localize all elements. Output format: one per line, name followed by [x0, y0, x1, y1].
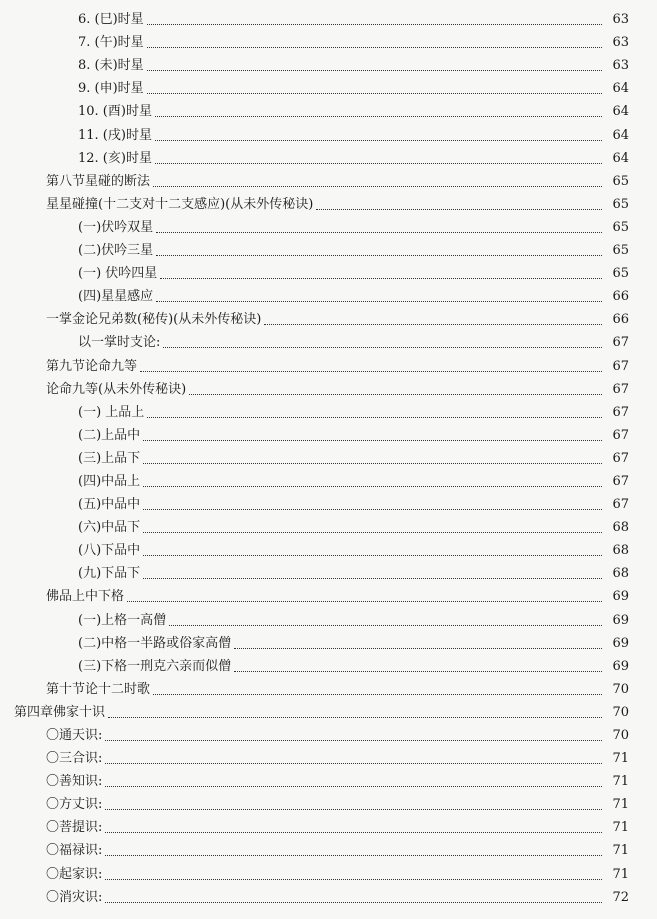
dot-leader: [105, 763, 602, 764]
toc-entry-page-number: 65: [612, 219, 629, 235]
toc-entry[interactable]: [0, 77, 657, 100]
toc-entry-title: 第十节论十二时歌: [46, 681, 151, 697]
dot-leader: [147, 417, 602, 418]
toc-entry-page-number: 71: [612, 751, 629, 767]
toc-entry[interactable]: [0, 100, 657, 123]
toc-entry[interactable]: [0, 123, 657, 146]
toc-entry-page-number: 67: [612, 404, 629, 420]
table-of-contents: [0, 8, 657, 909]
toc-entry-page-number: 67: [612, 450, 629, 466]
dot-leader: [189, 394, 602, 395]
dot-leader: [147, 24, 602, 25]
toc-entry[interactable]: [0, 193, 657, 216]
toc-entry-title: 第四章佛家十识: [14, 704, 106, 720]
toc-entry-page-number: 65: [612, 266, 629, 282]
toc-entry-page-number: 66: [612, 312, 629, 328]
toc-entry[interactable]: [0, 239, 657, 262]
toc-entry-page-number: 67: [612, 473, 629, 489]
toc-entry[interactable]: [0, 262, 657, 285]
toc-entry[interactable]: [0, 170, 657, 193]
toc-entry[interactable]: [0, 424, 657, 447]
dot-leader: [143, 440, 602, 441]
toc-entry-title: 8. (未)时星: [78, 58, 144, 74]
toc-entry[interactable]: [0, 493, 657, 516]
dot-leader: [163, 347, 602, 348]
toc-entry-title: (四)中品上: [78, 473, 141, 489]
toc-entry-page-number: 67: [612, 381, 629, 397]
dot-leader: [143, 486, 602, 487]
dot-leader: [127, 601, 602, 602]
dot-leader: [105, 855, 602, 856]
toc-entry-title: (一)上格一高僧: [78, 612, 167, 628]
toc-entry-title: 10. (酉)时星: [78, 104, 152, 120]
dot-leader: [143, 509, 602, 510]
toc-entry[interactable]: [0, 770, 657, 793]
toc-entry[interactable]: [0, 632, 657, 655]
toc-entry-page-number: 68: [612, 543, 629, 559]
toc-entry-title: (三)下格一刑克六亲而似僧: [78, 658, 232, 674]
toc-entry-title: 〇方丈识:: [46, 797, 103, 813]
toc-entry[interactable]: [0, 354, 657, 377]
toc-entry-title: 第九节论命九等: [46, 358, 138, 374]
dot-leader: [155, 116, 602, 117]
toc-entry-page-number: 66: [612, 289, 629, 305]
toc-entry-page-number: 71: [612, 797, 629, 813]
toc-entry-title: 11. (戌)时星: [78, 127, 152, 143]
dot-leader: [105, 786, 602, 787]
toc-entry-page-number: 69: [612, 589, 629, 605]
dot-leader: [156, 301, 602, 302]
dot-leader: [234, 648, 602, 649]
toc-entry-title: (三)上品下: [78, 450, 141, 466]
toc-entry[interactable]: [0, 539, 657, 562]
toc-entry-title: (四)星星感应: [78, 289, 154, 305]
toc-entry[interactable]: [0, 216, 657, 239]
toc-entry[interactable]: [0, 678, 657, 701]
toc-entry-title: (二)伏吟三星: [78, 243, 154, 259]
toc-entry-page-number: 70: [612, 681, 629, 697]
dot-leader: [155, 140, 602, 141]
toc-entry-page-number: 63: [612, 58, 629, 74]
toc-entry-page-number: 69: [612, 658, 629, 674]
dot-leader: [264, 324, 602, 325]
toc-entry-title: 9. (申)时星: [78, 81, 144, 97]
dot-leader: [140, 371, 602, 372]
toc-entry-page-number: 67: [612, 497, 629, 513]
toc-entry-title: (九)下品下: [78, 566, 141, 582]
toc-entry-page-number: 69: [612, 612, 629, 628]
toc-entry-title: 〇菩提识:: [46, 820, 103, 836]
toc-entry-page-number: 69: [612, 635, 629, 651]
toc-entry-page-number: 67: [612, 335, 629, 351]
toc-entry-page-number: 63: [612, 12, 629, 28]
dot-leader: [105, 809, 602, 810]
dot-leader: [169, 625, 602, 626]
toc-entry-title: 12. (亥)时星: [78, 150, 152, 166]
toc-entry-title: 〇起家识:: [46, 866, 103, 882]
toc-entry[interactable]: [0, 54, 657, 77]
dot-leader: [316, 209, 602, 210]
toc-entry-page-number: 72: [612, 889, 629, 905]
toc-entry-title: 〇消灾识:: [46, 889, 103, 905]
toc-entry-page-number: 71: [612, 843, 629, 859]
toc-entry-page-number: 64: [612, 81, 629, 97]
dot-leader: [105, 902, 602, 903]
toc-entry[interactable]: [0, 8, 657, 31]
toc-entry[interactable]: [0, 793, 657, 816]
toc-entry-title: 佛品上中下格: [46, 589, 125, 605]
toc-entry-title: 一掌金论兄弟数(秘传)(从未外传秘诀): [46, 312, 262, 328]
toc-entry-page-number: 64: [612, 104, 629, 120]
dot-leader: [156, 232, 602, 233]
toc-entry[interactable]: [0, 816, 657, 839]
toc-entry[interactable]: [0, 447, 657, 470]
toc-entry-title: 第八节星碰的断法: [46, 173, 151, 189]
toc-entry-title: 〇通天识:: [46, 728, 103, 743]
toc-entry-page-number: 70: [612, 704, 629, 720]
toc-entry[interactable]: [0, 516, 657, 539]
toc-entry[interactable]: [0, 147, 657, 170]
toc-entry[interactable]: [0, 378, 657, 401]
toc-entry[interactable]: [0, 701, 657, 724]
toc-entry-page-number: 67: [612, 427, 629, 443]
toc-entry-title: (一)伏吟双星: [78, 219, 154, 235]
toc-entry[interactable]: [0, 724, 657, 747]
dot-leader: [153, 186, 602, 187]
toc-entry-page-number: 65: [612, 196, 629, 212]
toc-entry-page-number: 65: [612, 173, 629, 189]
dot-leader: [155, 163, 602, 164]
dot-leader: [147, 93, 602, 94]
toc-entry-title: (一) 伏吟四星: [78, 266, 158, 282]
dot-leader: [108, 717, 602, 718]
dot-leader: [156, 255, 602, 256]
toc-entry-page-number: 64: [612, 150, 629, 166]
toc-entry-title: (一) 上品上: [78, 404, 145, 420]
dot-leader: [105, 832, 602, 833]
dot-leader: [105, 879, 602, 880]
toc-entry-page-number: 71: [612, 820, 629, 836]
toc-entry-title: 〇三合识:: [46, 751, 103, 767]
dot-leader: [143, 532, 602, 533]
toc-entry-title: (二)中格一半路或俗家高僧: [78, 635, 232, 651]
toc-entry[interactable]: [0, 886, 657, 909]
toc-entry[interactable]: [0, 285, 657, 308]
dot-leader: [143, 463, 602, 464]
toc-entry[interactable]: [0, 31, 657, 54]
dot-leader: [147, 70, 602, 71]
toc-entry-page-number: 70: [612, 728, 629, 743]
toc-entry-title: 〇善知识:: [46, 774, 103, 790]
toc-entry-title: 6. (巳)时星: [78, 12, 144, 28]
toc-entry-title: 以一掌时支论:: [78, 335, 161, 351]
toc-entry-title: 论命九等(从未外传秘诀): [46, 381, 187, 397]
toc-entry[interactable]: [0, 401, 657, 424]
toc-entry[interactable]: [0, 585, 657, 608]
toc-entry-page-number: 63: [612, 35, 629, 51]
toc-entry-page-number: 67: [612, 358, 629, 374]
toc-entry-page-number: 68: [612, 566, 629, 582]
dot-leader: [147, 47, 602, 48]
toc-entry[interactable]: [0, 862, 657, 885]
toc-entry[interactable]: [0, 331, 657, 354]
dot-leader: [105, 740, 602, 741]
toc-entry[interactable]: [0, 747, 657, 770]
toc-entry[interactable]: [0, 608, 657, 631]
toc-entry-title: 〇福禄识:: [46, 843, 103, 859]
dot-leader: [143, 578, 602, 579]
toc-entry[interactable]: [0, 562, 657, 585]
toc-entry[interactable]: [0, 655, 657, 678]
toc-entry[interactable]: [0, 308, 657, 331]
toc-entry[interactable]: [0, 839, 657, 862]
toc-entry-title: 7. (午)时星: [78, 35, 144, 51]
toc-entry-title: (五)中品中: [78, 497, 141, 513]
dot-leader: [153, 694, 602, 695]
toc-entry-title: (六)中品下: [78, 520, 141, 536]
toc-entry-page-number: 65: [612, 243, 629, 259]
dot-leader: [234, 671, 602, 672]
dot-leader: [143, 555, 602, 556]
dot-leader: [160, 278, 602, 279]
toc-entry-page-number: 68: [612, 520, 629, 536]
toc-entry-page-number: 71: [612, 866, 629, 882]
toc-entry-page-number: 71: [612, 774, 629, 790]
toc-entry-title: (二)上品中: [78, 427, 141, 443]
toc-entry-page-number: 64: [612, 127, 629, 143]
toc-entry[interactable]: [0, 470, 657, 493]
toc-entry-title: (八)下品中: [78, 543, 141, 559]
toc-entry-title: 星星碰撞(十二支对十二支感应)(从未外传秘诀): [46, 196, 314, 212]
